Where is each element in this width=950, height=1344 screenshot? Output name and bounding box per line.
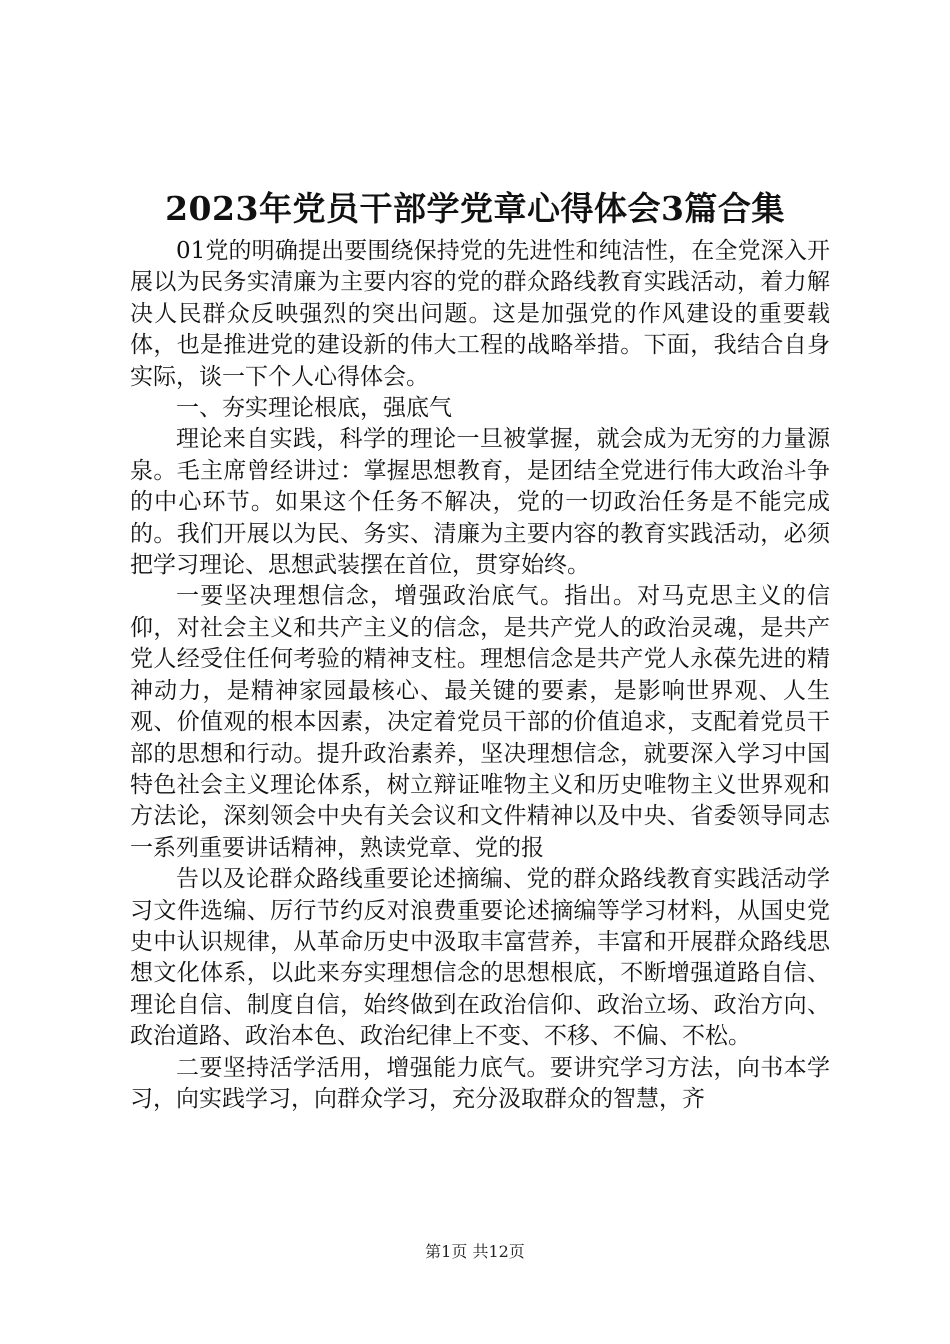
paragraph-theory: 理论来自实践，科学的理论一旦被掌握，就会成为无穷的力量源泉。毛主席曾经讲过：掌握思想教育，是团结全党进行伟大政治斗争的中心环节。如果这个任务不解决，党的一切政治任务是不能完成的。我们开展以为民、务实、清廉为主要内容的教育实践活动，必须把学习理论、思想武装摆在首位，贯穿始终。 xyxy=(130,426,830,579)
paragraph-reports: 告以及论群众路线重要论述摘编、党的群众路线教育实践活动学习文件选编、厉行节约反对浪费重要论述摘编等学习材料，从国史党史中认识规律，从革命历史中汲取丰富营养，丰富和开展群众路线思想文化体系，以此来夯实理想信念的思想根底，不断增强道路自信、理论自信、制度自信，始终做到在政治信仰、政治立场、政治方向、政治道路、政治本色、政治纪律上不变、不移、不偏、不松。 xyxy=(130,866,830,1050)
paragraph-learning: 二要坚持活学活用，增强能力底气。要讲究学习方法，向书本学习，向实践学习，向群众学习，充分汲取群众的智慧，齐 xyxy=(130,1054,830,1112)
page-footer: 第1页 共12页 xyxy=(425,1242,525,1261)
paragraph-ideals: 一要坚决理想信念，增强政治底气。指出。对马克思主义的信仰，对社会主义和共产主义的信念，是共产党人的政治灵魂，是共产党人经受住任何考验的精神支柱。理想信念是共产党人永葆先进的精神动力，是精神家园最核心、最关键的要素，是影响世界观、人生观、价值观的根本因素，决定着党员干部的价值追求，支配着党员干部的思想和行动。提升政治素养，坚决理想信念，就要深入学习中国特色社会主义理论体系，树立辩证唯物主义和历史唯物主义世界观和方法论，深刻领会中央有关会议和文件精神以及中央、省委领导同志一系列重要讲话精神，熟读党章、党的报 xyxy=(130,583,830,861)
document-title: 2023年党员干部学党章心得体会3篇合集 xyxy=(165,189,785,228)
paragraph-intro: 01党的明确提出要围绕保持党的先进性和纯洁性，在全党深入开展以为民务实清廉为主要内容的党的群众路线教育实践活动，着力解决人民群众反映强烈的突出问题。这是加强党的作风建设的重要载体，也是推进党的建设新的伟大工程的战略举措。下面，我结合自身实际，谈一下个人心得体会。 xyxy=(130,238,830,390)
document-body xyxy=(130,236,830,1115)
section-heading-1: 一、夯实理论根底，强底气 xyxy=(176,395,452,422)
